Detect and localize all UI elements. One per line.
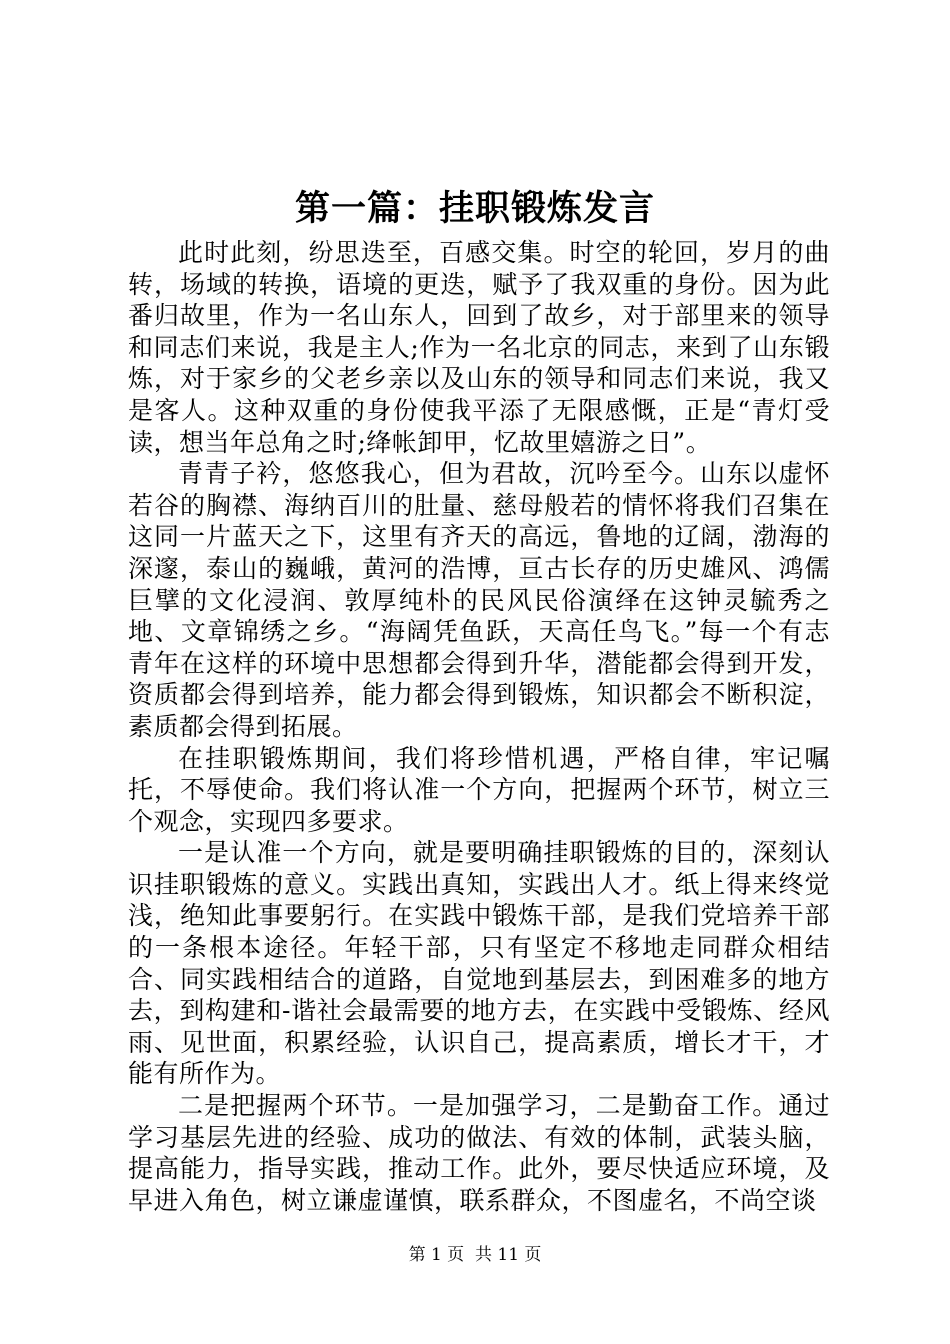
paragraph-3: 在挂职锻炼期间，我们将珍惜机遇，严格自律，牢记嘱托，不辱使命。我们将认准一个方向，把握两个环节，树立三个观念，实现四多要求。 (128, 743, 830, 836)
page-number: 第 1 页 共 11 页 (408, 1245, 542, 1265)
paragraph-2: 青青子衿，悠悠我心，但为君故，沉吟至今。山东以虚怀若谷的胸襟、海纳百川的肚量、慈母般若的情怀将我们召集在这同一片蓝天之下，这里有齐天的高远，鲁地的辽阔，渤海的深邃，泰山的巍峨，黄河的浩博，亘古长存的历史雄风、鸿儒巨擘的文化浸润、敦厚纯朴的民风民俗演绎在这钟灵毓秀之地、文章锦绣之乡。“海阔凭鱼跃，天高任鸟飞。”每一个有志青年在这样的环境中思想都会得到升华，潜能都会得到开发，资质都会得到培养，能力都会得到锻炼，知识都会不断积淀，素质都会得到拓展。 (128, 459, 830, 741)
document-title: 第一篇：挂职锻炼发言 (294, 189, 655, 229)
paragraph-5: 二是把握两个环节。一是加强学习，二是勤奋工作。通过学习基层先进的经验、成功的做法、有效的体制，武装头脑，提高能力，指导实践，推动工作。此外，要尽快适应环境，及早进入角色，树立谦虚谨慎，联系群众，不图虚名，不尚空谈 (128, 1091, 830, 1215)
paragraph-4: 一是认准一个方向，就是要明确挂职锻炼的目的，深刻认识挂职锻炼的意义。实践出真知，实践出人才。纸上得来终觉浅，绝知此事要躬行。在实践中锻炼干部，是我们党培养干部的一条根本途径。年轻干部，只有坚定不移地走同群众相结合、同实践相结合的道路，自觉地到基层去，到困难多的地方去，到构建和-谐社会最需要的地方去，在实践中受锻炼、经风雨、见世面，积累经验，认识自己，提高素质，增长才干，才能有所作为。 (128, 838, 830, 1089)
page-footer (0, 1243, 950, 1267)
document-body (128, 237, 830, 1216)
paragraph-1: 此时此刻，纷思迭至，百感交集。时空的轮回，岁月的曲转，场域的转换，语境的更迭，赋予了我双重的身份。因为此番归故里，作为一名山东人，回到了故乡，对于部里来的领导和同志们来说，我是主人;作为一名北京的同志，来到了山东锻炼，对于家乡的父老乡亲以及山东的领导和同志们来说，我又是客人。这种双重的身份使我平添了无限感慨，正是“青灯受读，想当年总角之时;绛帐卸甲，忆故里嬉游之日”。 (128, 238, 830, 457)
